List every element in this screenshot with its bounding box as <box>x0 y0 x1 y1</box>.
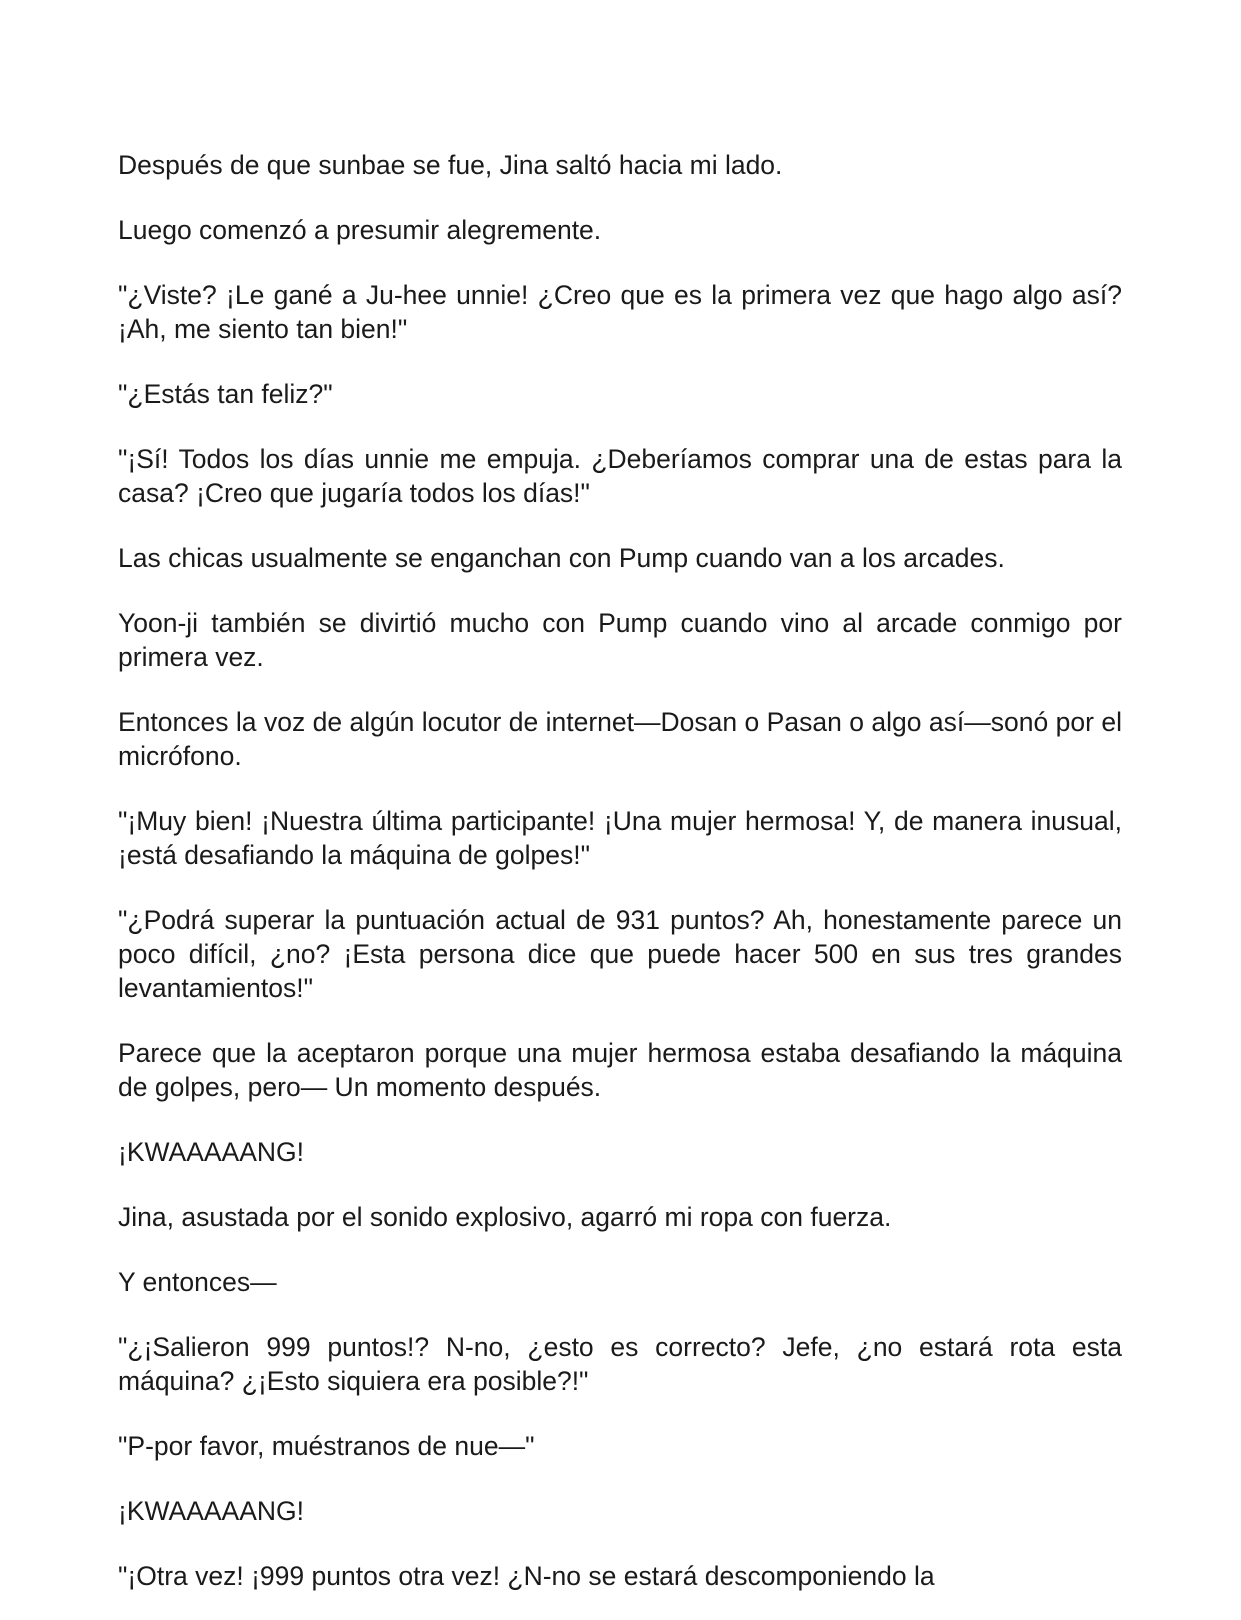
paragraph: "¿Estás tan feliz?" <box>118 379 333 409</box>
paragraph: "¡Sí! Todos los días unnie me empuja. ¿Deberíamos comprar una de estas para la casa? ¡Creo que jugaría todos los días!" <box>118 444 1122 508</box>
paragraph: Después de que sunbae se fue, Jina saltó hacia mi lado. <box>118 150 783 180</box>
paragraph: "¿Podrá superar la puntuación actual de 931 puntos? Ah, honestamente parece un poco difícil, ¿no? ¡Esta persona dice que puede hacer 500 en sus tres grandes levantamientos!" <box>118 905 1122 1003</box>
paragraph: Parece que la aceptaron porque una mujer hermosa estaba desafiando la máquina de golpes, pero— Un momento después. <box>118 1038 1122 1102</box>
paragraph: Jina, asustada por el sonido explosivo, agarró mi ropa con fuerza. <box>118 1202 892 1232</box>
paragraph: ¡KWAAAAANG! <box>118 1137 305 1167</box>
paragraph: "¡Otra vez! ¡999 puntos otra vez! ¿N-no se estará descomponiendo la <box>118 1561 935 1591</box>
body-text <box>118 148 1122 1620</box>
paragraph: "¿¡Salieron 999 puntos!? N-no, ¿esto es correcto? Jefe, ¿no estará rota esta máquina? ¿¡Esto siquiera era posible?!" <box>118 1332 1122 1396</box>
paragraph: Y entonces— <box>118 1267 277 1297</box>
paragraph: "¡Muy bien! ¡Nuestra última participante! ¡Una mujer hermosa! Y, de manera inusual, ¡está desafiando la máquina de golpes!" <box>118 806 1122 870</box>
paragraph: "¿Viste? ¡Le gané a Ju-hee unnie! ¿Creo que es la primera vez que hago algo así? ¡Ah, me siento tan bien!" <box>118 280 1122 344</box>
paragraph: ¡KWAAAAANG! <box>118 1496 305 1526</box>
paragraph: Las chicas usualmente se enganchan con Pump cuando van a los arcades. <box>118 543 1005 573</box>
paragraph: Luego comenzó a presumir alegremente. <box>118 215 602 245</box>
paragraph: Entonces la voz de algún locutor de internet—Dosan o Pasan o algo así—sonó por el micrófono. <box>118 707 1122 771</box>
paragraph: Yoon-ji también se divirtió mucho con Pump cuando vino al arcade conmigo por primera vez. <box>118 608 1122 672</box>
paragraph: "P-por favor, muéstranos de nue—" <box>118 1431 535 1461</box>
